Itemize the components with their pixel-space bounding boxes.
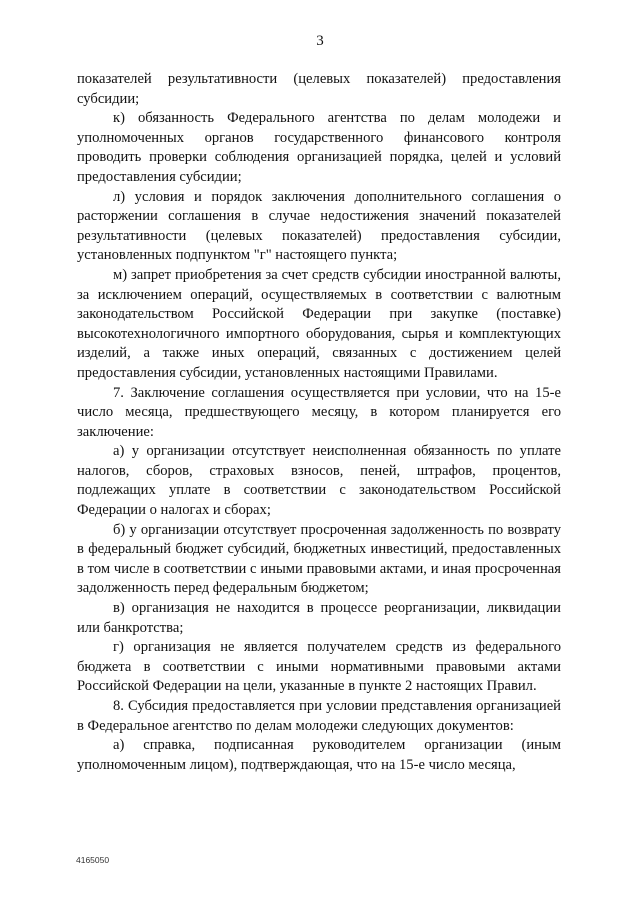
paragraph-item-k: к) обязанность Федерального агентства по делам молодежи и уполномоченных органов государственного финансового контроля проводить проверки соблюдения организацией порядка, целей и условий предоставления субсидии; — [77, 110, 561, 185]
paragraph-continuation: показателей результативности (целевых показателей) предоставления субсидии; — [77, 71, 561, 107]
paragraph-item-b: б) у организации отсутствует просроченная задолженность по возврату в федеральный бюджет субсидий, бюджетных инвестиций, предоставленных в том числе в соответствии с иными правовыми актами, и иная просроченная задолженность перед федеральным бюджетом; — [77, 521, 561, 597]
document-body — [77, 70, 561, 775]
paragraph-item-g: г) организация не является получателем средств из федерального бюджета в соответствии с иными нормативными правовыми актами Российской Федерации на цели, указанные в пункте 2 настоящих Правил. — [77, 639, 561, 695]
paragraph-item-a-2: а) справка, подписанная руководителем организации (иным уполномоченным лицом), подтверждающая, что на 15-е число месяца, — [77, 737, 561, 773]
page-number: 3 — [316, 33, 324, 49]
paragraph-clause-8: 8. Субсидия предоставляется при условии представления организацией в Федеральное агентство по делам молодежи следующих документов: — [77, 698, 561, 734]
document-code: 4165050 — [76, 855, 110, 865]
paragraph-item-m: м) запрет приобретения за счет средств субсидии иностранной валюты, за исключением операций, осуществляемых в соответствии с валютным законодательством Российской Федерации при закупке (поставке) высокотехнологичного импортного оборудования, сырья и комплектующих изделий, а также иных операций, связанных с достижением целей предоставления субсидии, установленных настоящими Правилами. — [77, 266, 561, 381]
paragraph-item-l: л) условия и порядок заключения дополнительного соглашения о расторжении соглашения в случае недостижения значений показателей результативности (целевых показателей) предоставления субсидии, установленных подпунктом "г" настоящего пункта; — [77, 188, 561, 264]
paragraph-item-a: а) у организации отсутствует неисполненная обязанность по уплате налогов, сборов, страховых взносов, пеней, штрафов, процентов, подлежащих уплате в соответствии с законодательством Российской Федерации о налогах и сборах; — [77, 443, 561, 519]
paragraph-item-v: в) организация не находится в процессе реорганизации, ликвидации или банкротства; — [77, 600, 561, 636]
paragraph-clause-7: 7. Заключение соглашения осуществляется при условии, что на 15-е число месяца, предшествующего месяцу, в котором планируется его заключение: — [77, 384, 561, 440]
